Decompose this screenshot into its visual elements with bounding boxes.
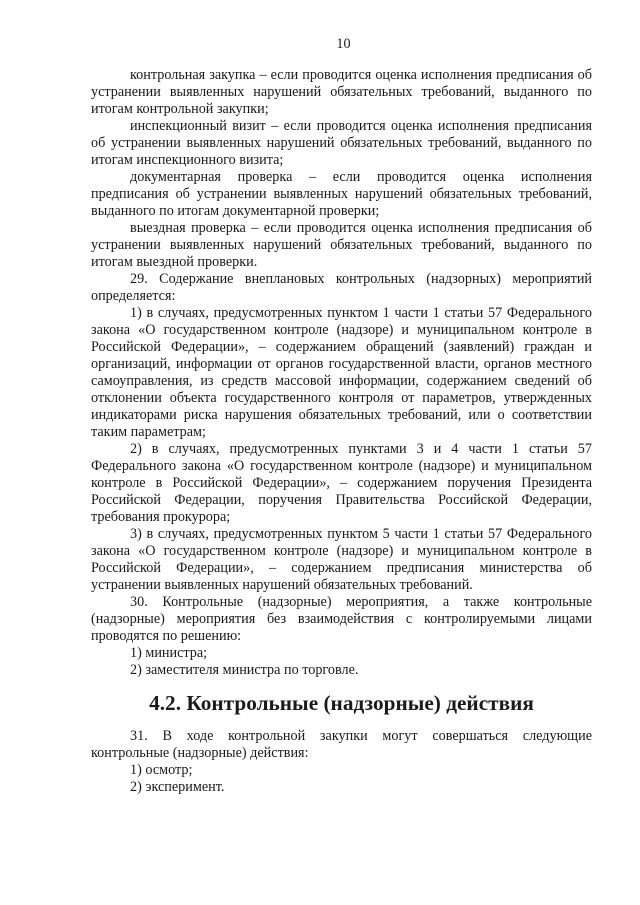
list-item: 3) в случаях, предусмотренных пунктом 5 части 1 статьи 57 Федерального закона «О государственном контроле (надзоре) и муниципальном контроле в Российской Федерации», – содержанием предписания министерства об устранении выявленных нарушений обязательных требований. <box>91 526 592 593</box>
list-item: 2) в случаях, предусмотренных пунктами 3 и 4 части 1 статьи 57 Федерального закона «О государственном контроле (надзоре) и муниципальном контроле в Российской Федерации», – содержанием поручения Президента Российской Федерации, поручения Правительства Российской Федерации, требования прокурора; <box>91 441 592 525</box>
paragraph: инспекционный визит – если проводится оценка исполнения предписания об устранении выявленных нарушений обязательных требований, выданного по итогам инспекционного визита; <box>91 118 592 168</box>
list-item: 1) осмотр; <box>130 762 193 778</box>
section-heading: 4.2. Контрольные (надзорные) действия <box>149 691 534 715</box>
list-item: 2) заместителя министра по торговле. <box>130 662 359 678</box>
paragraph: документарная проверка – если проводится оценка исполнения предписания об устранении выявленных нарушений обязательных требований, выданного по итогам документарной проверки; <box>91 169 592 219</box>
page-number: 10 <box>336 36 351 52</box>
paragraph: 31. В ходе контрольной закупки могут совершаться следующие контрольные (надзорные) действия: <box>91 728 592 761</box>
paragraph: 29. Содержание внеплановых контрольных (надзорных) мероприятий определяется: <box>91 271 592 304</box>
paragraph: 30. Контрольные (надзорные) мероприятия, а также контрольные (надзорные) мероприятия без взаимодействия с контролируемыми лицами проводятся по решению: <box>91 594 592 644</box>
body-text-after <box>91 728 592 796</box>
list-item: 2) эксперимент. <box>130 779 225 795</box>
list-item: 1) министра; <box>130 645 208 661</box>
list-item: 1) в случаях, предусмотренных пунктом 1 части 1 статьи 57 Федерального закона «О государственном контроле (надзоре) и муниципальном контроле в Российской Федерации», – содержанием обращений (заявлений) граждан и организаций, информации от органов государственной власти, органов местного самоуправления, из средств массовой информации, содержанием сведений об отклонении объекта государственного контроля от параметров, утвержденных индикаторами риска нарушения обязательных требований, или о соответствии таким параметрам; <box>91 305 592 440</box>
body-text-before <box>91 67 592 679</box>
paragraph: выездная проверка – если проводится оценка исполнения предписания об устранении выявленных нарушений обязательных требований, выданного по итогам выездной проверки. <box>91 220 592 270</box>
paragraph: контрольная закупка – если проводится оценка исполнения предписания об устранении выявленных нарушений обязательных требований, выданного по итогам контрольной закупки; <box>91 67 592 117</box>
